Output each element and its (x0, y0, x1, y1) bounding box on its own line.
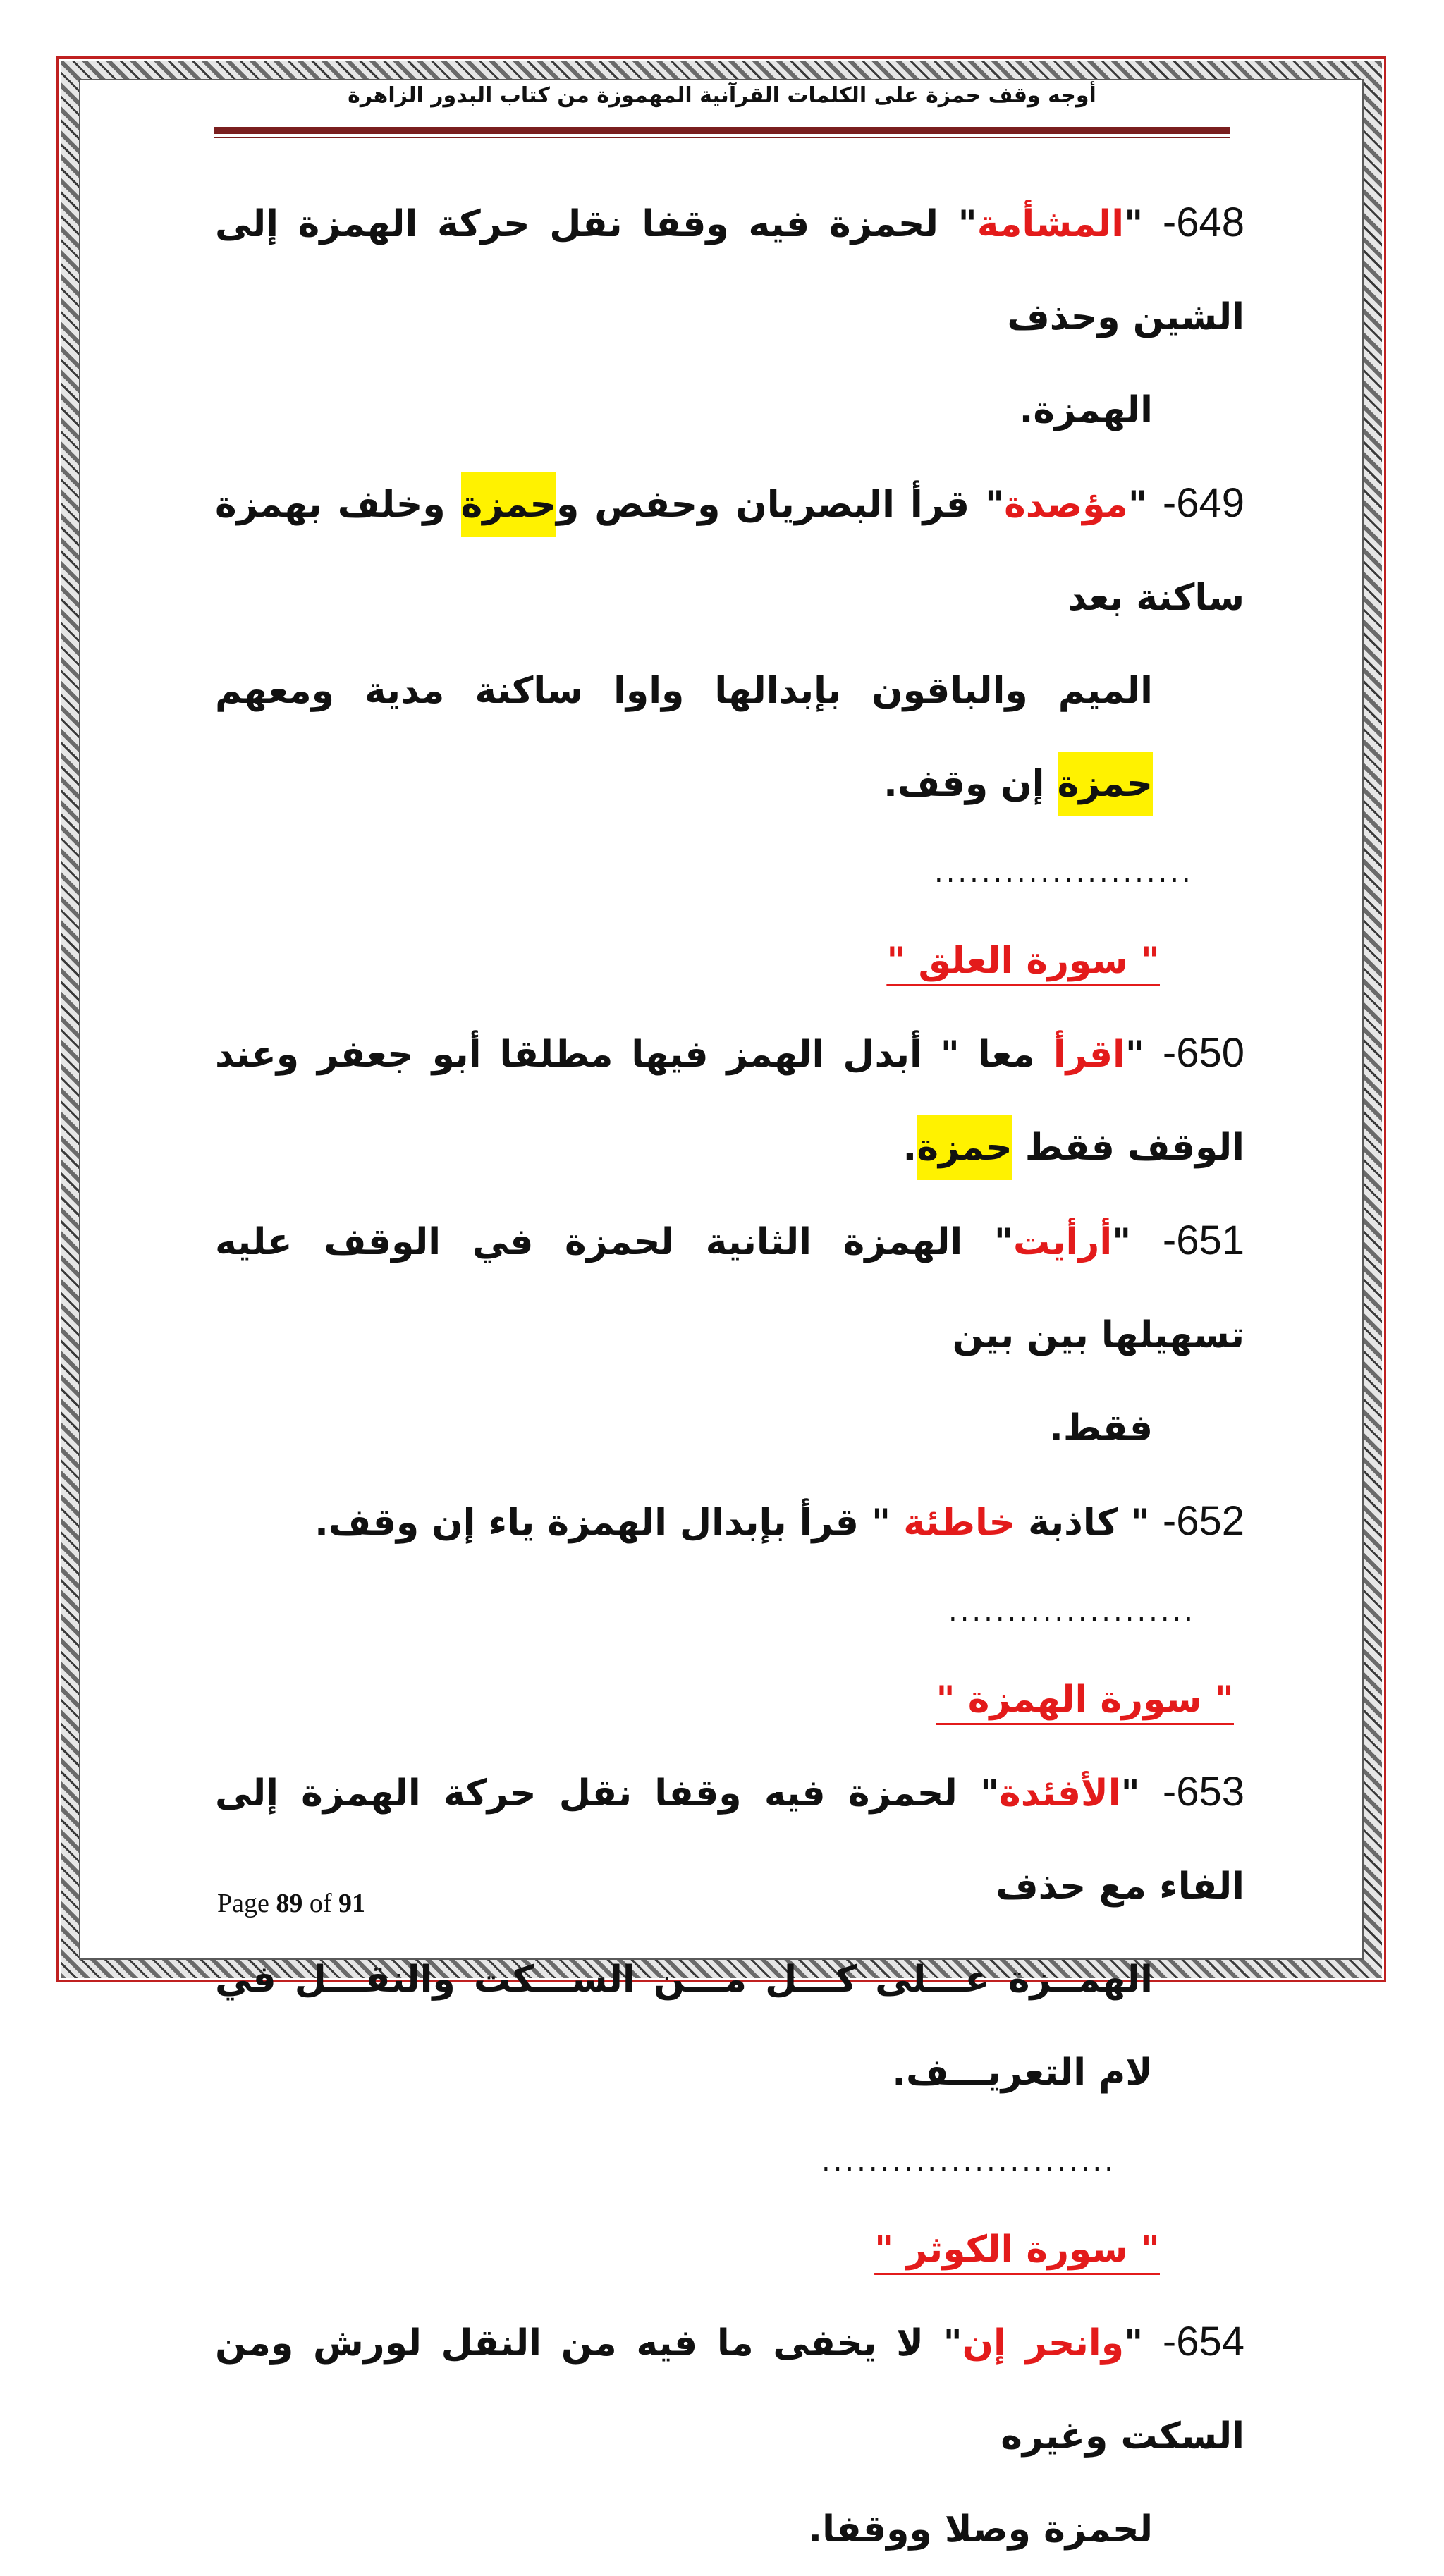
entry-number: 649- (1162, 480, 1245, 526)
quran-word: مؤصدة (1004, 484, 1128, 526)
quran-word: خاطئة (903, 1502, 1015, 1544)
entry-number: 648- (1162, 200, 1244, 245)
page-footer (217, 1888, 365, 1919)
quran-word: وانحر إن (962, 2322, 1125, 2365)
entry-650: 650- "اقرأ معا " أبدل الهمز فيها مطلقا أبو جعفر وعند الوقف فقط حمزة. (215, 1007, 1244, 1194)
entry-continuation: فقط. (1049, 1407, 1153, 1449)
header-rule (214, 127, 1230, 134)
page-number: 89 (276, 1889, 303, 1918)
surah-heading-humaza: " سورة الهمزة " (936, 1679, 1234, 1721)
entry-continuation: لحمزة وصلا ووقفا. (808, 2508, 1153, 2551)
entry-number: 653- (1162, 1769, 1244, 1815)
entry-number: 652- (1162, 1498, 1244, 1544)
separator-dots: ...................... (934, 857, 1194, 889)
page-label: Page (217, 1889, 269, 1918)
entry-653: 653- "الأفئدة" لحمزة فيه وقفا نقل حركة الهمزة إلى الفاء مع حذف الهمــزة عـــلى كـــل مـــن الســـكت والنقـــل في لام التعريـــف. (215, 1746, 1244, 2119)
highlight-hamza: حمزة (1058, 752, 1153, 816)
entry-648: 648- "المشأمة" لحمزة فيه وقفا نقل حركة الهمزة إلى الشين وحذف الهمزة. (215, 176, 1244, 457)
entry-number: 654- (1162, 2319, 1244, 2365)
entry-continuation: الهمــزة عـــلى كـــل مـــن الســـكت والنقـــل في لام التعريـــف. (215, 1958, 1153, 2094)
entry-continuation: الميم والباقون بإبدالها واوا ساكنة مدية ومعهم حمزة إن وقف. (215, 644, 1244, 830)
entry-continuation: الهمزة. (1019, 389, 1153, 431)
separator-dots: ..................... (948, 1595, 1197, 1628)
quran-word: اقرأ (1053, 1034, 1125, 1076)
of-label: of (309, 1889, 332, 1918)
quran-word: أرأيت (1012, 1221, 1113, 1263)
surah-heading-kawthar: " سورة الكوثر " (874, 2228, 1160, 2271)
entry-651: 651- "أرأيت" الهمزة الثانية لحمزة في الوقف عليه تسهيلها بين بين فقط. (215, 1194, 1244, 1475)
entry-654: 654- "وانحر إن" لا يخفى ما فيه من النقل لورش ومن السكت وغيره لحمزة وصلا ووقفا. (215, 2295, 1244, 2576)
header-title: أوجه وقف حمزة على الكلمات القرآنية المهموزة من كتاب البدور الزاهرة (348, 83, 1096, 108)
quran-word: الأفئدة (999, 1772, 1121, 1815)
highlight-hamza: حمزة (917, 1115, 1012, 1180)
entry-649: 649- "مؤصدة" قرأ البصريان وحفص وحمزة وخلف بهمزة ساكنة بعد الميم والباقون بإبدالها واوا ساكنة مدية ومعهم حمزة إن وقف. (215, 457, 1244, 830)
page-content (215, 176, 1244, 2576)
entry-652: 652- " كاذبة خاطئة " قرأ بإبدال الهمزة ياء إن وقف. (314, 1498, 1244, 1544)
quran-word: المشأمة (977, 203, 1125, 245)
entry-number: 651- (1162, 1218, 1244, 1263)
surah-heading-alaq: " سورة العلق " (886, 940, 1160, 982)
header-rule-thin (214, 137, 1230, 138)
page-total: 91 (338, 1889, 366, 1918)
highlight-hamza: حمزة (461, 472, 556, 537)
entry-number: 650- (1162, 1030, 1244, 1076)
separator-dots: ......................... (821, 2145, 1116, 2178)
